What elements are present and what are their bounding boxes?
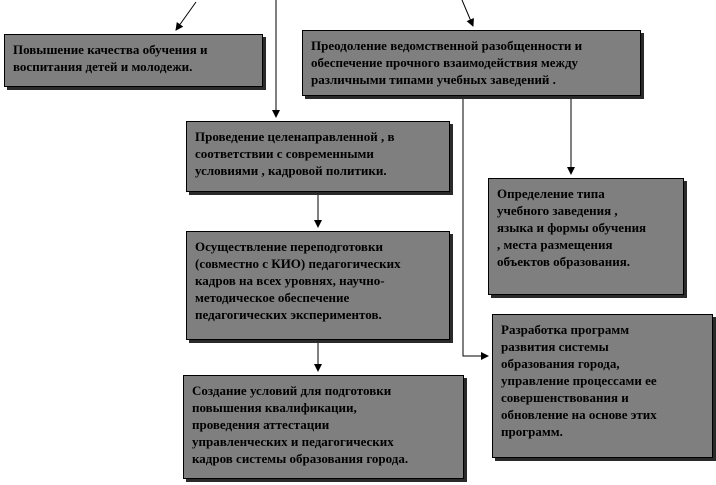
arrow-to-quality [176,2,196,30]
programs-line-6: обновление на основе этих [501,407,657,422]
personnel-line-2: соответствии с современными [195,146,374,161]
conditions-line-5: кадров системы образования города. [192,451,409,466]
integration-line-3: различными типами учебных заведений . [311,72,556,87]
integration-line-1: Преодоление ведомственной разобщенности и [311,38,583,53]
conditions-line-3: проведения аттестации [192,417,330,432]
retraining-line-5: педагогических экспериментов. [195,307,382,322]
programs-line-5: совершенствования и [501,390,629,405]
conditions-line-1: Создание условий для подготовки [192,383,392,398]
retraining-line-1: Осуществление переподготовки [195,239,383,254]
retraining-line-4: методическое обеспечение [195,290,350,305]
arrow-to-integration [462,0,473,26]
programs-line-3: образования города, [501,356,620,371]
quality-line-1: Повышение качества обучения и [13,42,208,57]
quality-line-2: воспитания детей и молодежи. [13,59,193,74]
retraining-line-3: кадров на всех уровнях, научно- [195,273,385,288]
institution-type-box [488,178,684,295]
quality-box [4,34,263,87]
programs-line-1: Разработка программ [501,322,630,337]
retraining-line-2: (совместно с КИО) педагогических [195,256,401,271]
personnel-line-3: условиями , кадровой политики. [195,163,387,178]
integration-line-2: обеспечение прочного взаимодействия между [311,55,579,70]
type-line-5: объектов образования. [497,254,631,269]
conditions-line-2: повышения квалификации, [192,400,357,415]
retraining-box [186,231,450,340]
type-line-3: языка и формы обучения [497,220,647,235]
arrow-integration-to-programs [463,96,488,356]
type-line-4: , места размещения [497,237,613,252]
integration-box [302,30,641,96]
personnel-policy-box [186,121,450,192]
personnel-line-1: Проведение целенаправленной , в [195,129,395,144]
programs-line-4: управление процессами ее [501,373,657,388]
training-conditions-box [183,375,464,479]
conditions-line-4: управленческих и педагогических [192,434,394,449]
programs-line-2: развития системы [501,339,609,354]
programs-line-7: программ. [501,424,563,439]
development-programs-box [492,314,713,458]
type-line-2: учебного заведения , [497,203,618,218]
type-line-1: Определение типа [497,186,605,201]
